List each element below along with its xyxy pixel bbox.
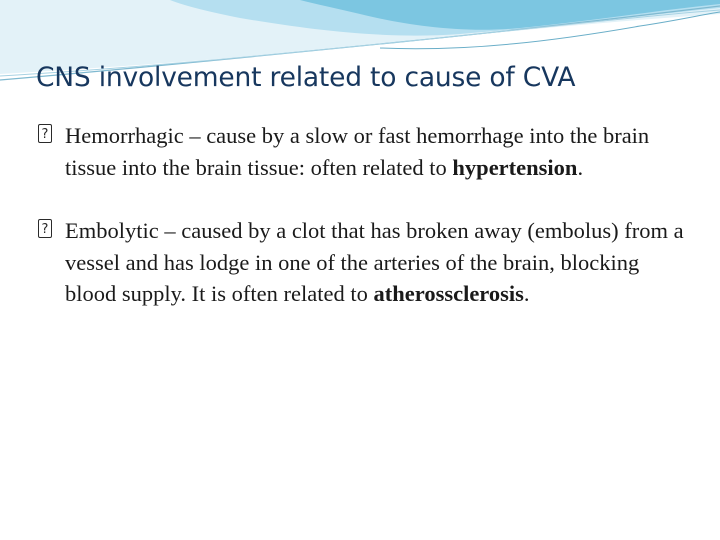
bullet-list (38, 120, 688, 342)
missing-glyph-bullet-icon: ? (38, 219, 52, 238)
slide-title: CNS involvement related to cause of CVA (36, 62, 576, 93)
missing-glyph-bullet-icon: ? (38, 124, 52, 143)
bullet-hemorrhagic (38, 120, 688, 183)
bullet-text: Embolytic – caused by a clot that has broken away (embolus) from a vessel and has lodge in one of the arteries of the brain, blocking blood supply. It is often related to (65, 218, 684, 306)
bullet-embolytic (38, 215, 688, 310)
bullet-bold-term: atherossclerosis (373, 281, 524, 306)
bullet-suffix: . (523, 281, 530, 306)
bullet-suffix: . (577, 154, 584, 180)
bullet-text: Hemorrhagic – cause by a slow or fast hemorrhage into the brain tissue into the brain tissue: often related to (65, 123, 650, 180)
bullet-bold-term: hypertension (452, 154, 578, 180)
